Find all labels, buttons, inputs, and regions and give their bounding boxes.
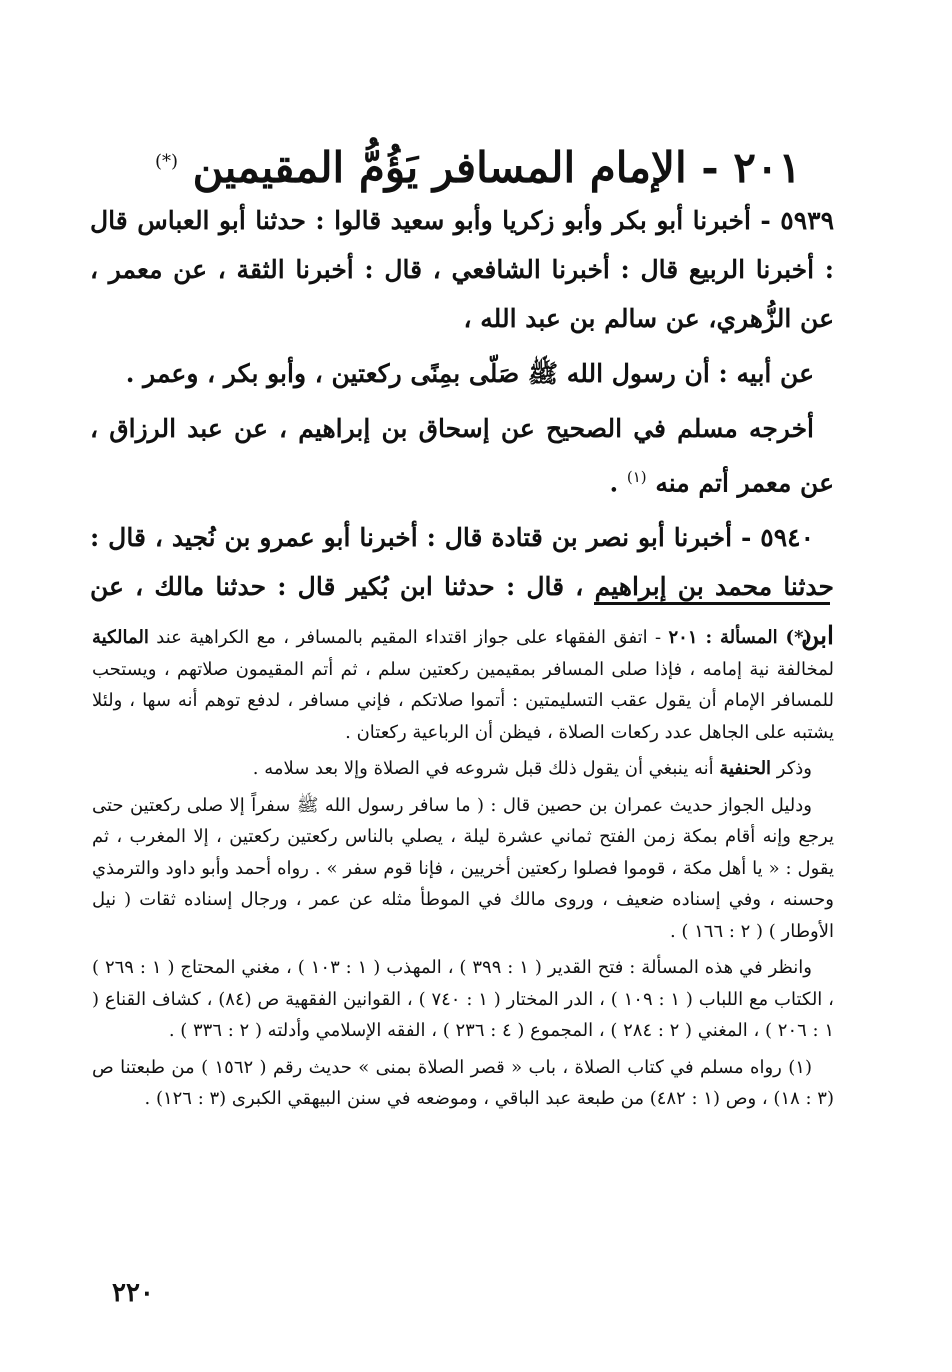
chapter-title: [110, 132, 842, 198]
footnote-dalil: ودليل الجواز حديث عمران بن حصين قال : ( ما سافر رسول الله ﷺ سفراً إلا صلى ركعتين حتى يرجع وإنه أقام بمكة زمن الفتح ثماني عشرة ليلة ، يصلي بالناس ركعتين ركعتين ، إلا المغرب ، ثم يقول : « يا أهل مكة ، قوموا فصلوا ركعتين أخريين ، فإنا قوم سفر » . رواه أحمد وأبو داود والترمذي وحسنه ، وفي إسناده ضعيف ، وروى مالك في الموطأ مثله عن عمر ، ورجال إسناده ثقات ( نيل الأوطار ) ( ٢ : ١٦٦ ) .: [92, 794, 834, 942]
footnote-masala: [92, 622, 834, 748]
masala-rest: لمخالفة نية إمامه ، فإذا صلى المسافر بمقيمين ركعتين سلم ، ثم أتم المقيمون صلاتهم ، ويستحب للمسافر الإمام أن يقول عقب التسليمتين : أتموا صلاتكم ، فإني مسافر ، لدفع توهم أنه سها ، ولئلا يشتبه على الجاهل عدد ركعات الصلاة ، فيظن أن الرباعية ركعتان .: [92, 658, 834, 743]
takhrij-end: .: [609, 468, 627, 498]
hanafiyya-rest: أنه ينبغي أن يقول ذلك قبل شروعه في الصلاة وإلا بعد سلامه .: [252, 758, 720, 779]
malikiyya-term: المالكية: [92, 627, 149, 648]
takhrij-text: أخرجه مسلم في الصحيح عن إسحاق بن إبراهيم ، عن عبد الرزاق ، عن معمر أتم منه: [90, 414, 834, 498]
footnotes: [92, 622, 834, 1120]
footnote-hanafiyya: [92, 753, 834, 785]
hadith-5940-isnad: ٥٩٤٠ - أخبرنا أبو نصر بن قتادة قال : أخبرنا أبو عمرو بن نُجيد ، قال : حدثنا محمد بن إبراهيم ، قال : حدثنا ابن بُكير قال : حدثنا مالك ، عن ابن: [90, 523, 834, 651]
masala-text: - اتفق الفقهاء على جواز اقتداء المقيم بالمسافر ، مع الكراهية عند: [148, 627, 669, 648]
main-text: [90, 196, 834, 660]
footnote-1: (١) رواه مسلم في كتاب الصلاة ، باب « قصر الصلاة بمنى » حديث رقم ( ١٥٦٢ ) من طبعتنا ص (٣ : ١٨) ، وص (١ : ٤٨٢) من طبعة عبد الباقي ، وموضعه في سنن البيهقي الكبرى (٣ : ١٢٦) .: [92, 1056, 834, 1109]
masala-label: (*) المسألة : ٢٠١: [668, 627, 812, 648]
hanafiyya-term: الحنفية: [719, 758, 772, 779]
page-number: ٢٢٠: [112, 1278, 154, 1308]
hadith-5939-takhrij: [90, 404, 834, 507]
hadith-5939-matn: عن أبيه : أن رسول الله ﷺ صَلّى بمِنًى ركعتين ، وأبو بكر ، وعمر .: [125, 359, 814, 388]
chapter-footnote-marker: (*): [154, 151, 178, 172]
footnote-sources: وانظر في هذه المسألة : فتح القدير ( ١ : ٣٩٩ ) ، المهذب ( ١ : ١٠٣ ) ، مغني المحتاج ( ١ : ٢٦٩ ) ، الكتاب مع اللباب ( ١ : ١٠٩ ) ، الدر المختار ( ١ : ٧٤٠ ) ، القوانين الفقهية ص (٨٤) ، كشاف القناع ( ١ : ٢٠٦ ) ، المغني ( ٢ : ٢٨٤ ) ، المجموع ( ٤ : ٢٣٦ ) ، الفقه الإسلامي وأدلته ( ٢ : ٣٣٦ ) .: [92, 957, 834, 1041]
hadith-5939-isnad: ٥٩٣٩ - أخبرنا أبو بكر وأبو زكريا وأبو سعيد قالوا : حدثنا أبو العباس قال : أخبرنا الربيع قال : أخبرنا الشافعي ، قال : أخبرنا الثقة ، عن معمر ، عن الزُّهري، عن سالم بن عبد الله ،: [90, 206, 834, 333]
footnote-ref-1: (١): [626, 468, 647, 486]
chapter-title-text: ٢٠١ - الإمام المسافر يَؤُمُّ المقيمين: [192, 143, 802, 192]
hanafiyya-pre: وذكر: [771, 758, 812, 779]
footnote-divider: [594, 602, 830, 605]
